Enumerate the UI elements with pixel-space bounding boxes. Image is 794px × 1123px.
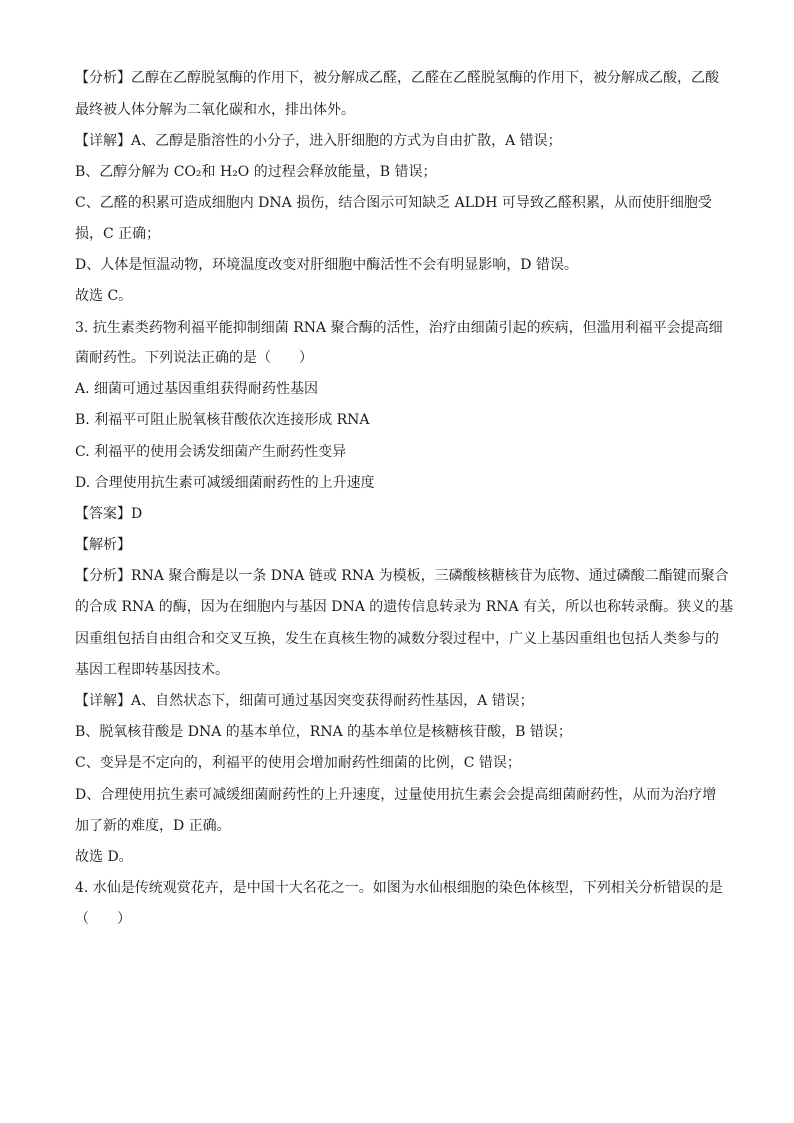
q3-detail-b: B、脱氧核苷酸是 DNA 的基本单位，RNA 的基本单位是核糖核苷酸，B 错误； [75,724,572,740]
q3-detail-c: C、变异是不定向的，利福平的使用会增加耐药性细菌的比例，C 错误； [75,755,521,771]
q3-analysis-line-2: 的合成 RNA 的酶，因为在细胞内与基因 DNA 的遗传信息转录为 RNA 有关，所以也称转录酶。狭义的基 [75,599,734,615]
detail-line-b: B、乙醇分解为 CO₂和 H₂O 的过程会释放能量，B 错误； [75,164,437,180]
question-3-option-c: C. 利福平的使用会诱发细菌产生耐药性变异 [75,444,347,460]
detail-line-d: D、人体是恒温动物，环境温度改变对肝细胞中酶活性不会有明显影响，D 错误。 [75,257,578,273]
question-3-stem-1: 3. 抗生素类药物利福平能抑制细菌 RNA 聚合酶的活性，治疗由细菌引起的疾病，但滥用利福平会提高细 [75,320,723,336]
question-4-stem-1: 4. 水仙是传统观赏花卉，是中国十大名花之一。如图为水仙根细胞的染色体核型，下列相关分析错误的是 [75,880,723,896]
q3-analysis-line-4: 基因工程即转基因技术。 [75,662,229,678]
detail-line-a: 【详解】A、乙醇是脂溶性的小分子，进入肝细胞的方式为自由扩散，A 错误； [75,133,562,149]
question-3-option-d: D. 合理使用抗生素可减缓细菌耐药性的上升速度 [75,475,375,491]
analysis-line-1: 【分析】乙醇在乙醇脱氢酶的作用下，被分解成乙醛，乙醛在乙醛脱氢酶的作用下，被分解成乙酸，乙酸 [75,70,719,86]
answer-choice-q3: 故选 D。 [75,849,133,865]
answer-label: 【答案】D [75,506,143,522]
q3-analysis-line-1: 【分析】RNA 聚合酶是以一条 DNA 链或 RNA 为模板，三磷酸核糖核苷为底物、通过磷酸二酯键而聚合 [75,568,729,584]
q3-analysis-line-3: 因重组包括自由组合和交叉互换，发生在真核生物的减数分裂过程中，广义上基因重组也包括人类参与的 [75,631,719,647]
analysis-line-2: 最终被人体分解为二氧化碳和水，排出体外。 [75,102,355,118]
q3-detail-d: D、合理使用抗生素可减缓细菌耐药性的上升速度，过量使用抗生素会会提高细菌耐药性，从而为治疗增 [75,787,717,803]
q3-detail-d-cont: 加了新的难度，D 正确。 [75,818,231,834]
question-3-stem-2: 菌耐药性。下列说法正确的是（ ） [75,350,313,366]
explanation-label: 【解析】 [75,537,131,553]
answer-choice-q2: 故选 C。 [75,288,133,304]
question-3-option-b: B. 利福平可阻止脱氧核苷酸依次连接形成 RNA [75,412,370,428]
question-4-stem-2: （ ） [75,911,131,927]
detail-line-c-cont: 损，C 正确； [75,226,161,242]
detail-line-c: C、乙醛的积累可造成细胞内 DNA 损伤，结合图示可知缺乏 ALDH 可导致乙醛积累，从而使肝细胞受 [75,195,712,211]
q3-detail-a: 【详解】A、自然状态下，细菌可通过基因突变获得耐药性基因，A 错误； [75,693,534,709]
question-3-option-a: A. 细菌可通过基因重组获得耐药性基因 [75,381,319,397]
